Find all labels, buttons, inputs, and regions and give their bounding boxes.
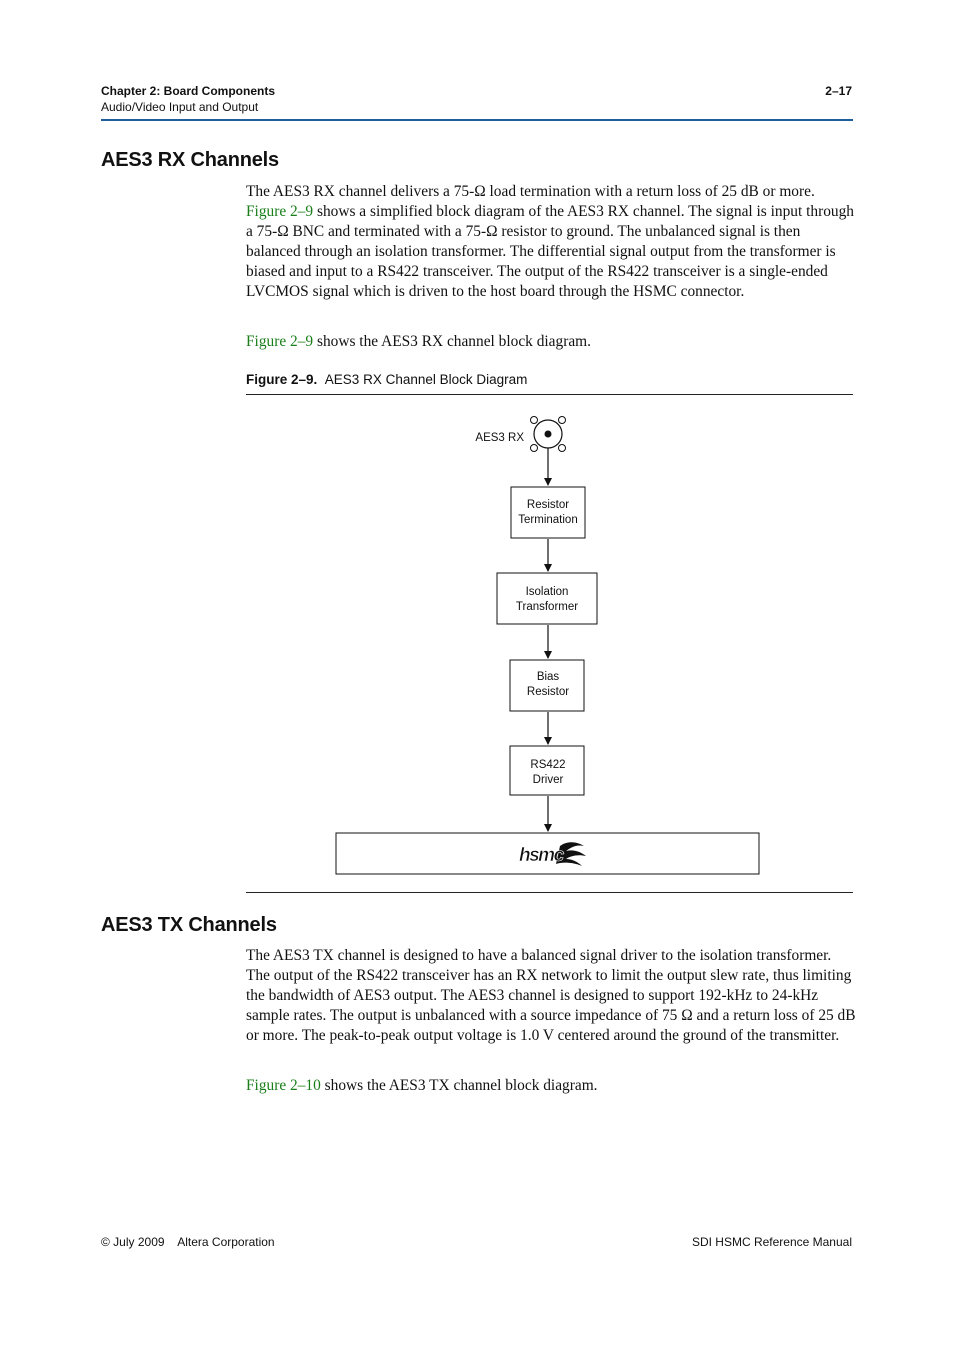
footer-manual-title: SDI HSMC Reference Manual	[691, 1235, 852, 1249]
block-label-line1: Resistor	[526, 499, 570, 511]
tx-section-heading: AES3 TX Channels	[101, 914, 277, 936]
hsmc-connector-block	[336, 833, 759, 874]
block-label-line1: Isolation	[525, 586, 569, 598]
tx-paragraph-1: The AES3 TX channel is designed to have a balanced signal driver to the isolation transformer. The output of the RS422 transceiver has an RX network to limit the output slew rate, thus limiting the bandwidth of AES3 output. The AES3 channel is designed to support 192-kHz to 24-kHz sample rates. The output is unbalanced with a source impedance of 75 Ω and a return loss of 25 dB or more. The peak-to-peak output voltage is 1.0 V centered around the ground of the transmitter.	[246, 947, 856, 1045]
tx-paragraph-2-text: shows the AES3 TX channel block diagram.	[320, 1077, 598, 1094]
block-label-line2: Resistor	[526, 686, 570, 698]
connector-label: AES3 RX	[475, 432, 524, 444]
running-header-chapter: Chapter 2: Board Components	[101, 84, 276, 98]
page-number: 2–17	[825, 84, 852, 98]
block-isolation-transformer	[497, 573, 597, 624]
block-label-line2: Driver	[532, 774, 564, 786]
block-rs422-driver	[510, 746, 584, 795]
figure-bottom-rule	[246, 892, 853, 893]
figure-label: Figure 2–9.	[246, 372, 318, 387]
rx-paragraph-2-text: shows the AES3 RX channel block diagram.	[313, 333, 591, 350]
rx-paragraph-1-text-b: shows a simplified block diagram of the AES3 RX channel. The signal is input through a 75-Ω BNC and terminated with a 75-Ω resistor to ground. The unbalanced signal is then balanced through an isolation transformer. The differential signal output from the transformer is biased and input to a RS422 transceiver. The output of the RS422 transceiver is a single-ended LVCMOS signal which is driven to the host board through the HSMC connector.	[246, 203, 855, 301]
running-header-section: Audio/Video Input and Output	[101, 100, 259, 114]
block-bias-resistor	[510, 660, 584, 711]
rx-section-heading: AES3 RX Channels	[101, 149, 279, 171]
figure-2-9-link[interactable]: Figure 2–9	[246, 203, 314, 221]
hsmc-logo-icon	[519, 842, 586, 866]
tx-paragraph-2	[246, 1076, 856, 1096]
figure-title: AES3 RX Channel Block Diagram	[324, 372, 528, 387]
block-label-line2: Termination	[518, 514, 578, 526]
block-resistor-termination	[511, 487, 585, 538]
figure-2-9-link-2[interactable]: Figure 2–9	[246, 333, 314, 350]
block-label-line2: Transformer	[515, 601, 579, 613]
block-label-line1: RS422	[530, 759, 566, 771]
rx-paragraph-1-text-a: The AES3 RX channel delivers a 75-Ω load termination with a return loss of 25 dB or more.	[246, 183, 815, 200]
figure-2-10-link[interactable]: Figure 2–10	[246, 1077, 321, 1094]
block-label-line1: Bias	[536, 671, 560, 683]
hsmc-logo-text: hsmc	[519, 845, 563, 866]
bnc-connector-icon	[531, 417, 566, 452]
footer-copyright: © July 2009 Altera Corporation	[101, 1235, 275, 1249]
